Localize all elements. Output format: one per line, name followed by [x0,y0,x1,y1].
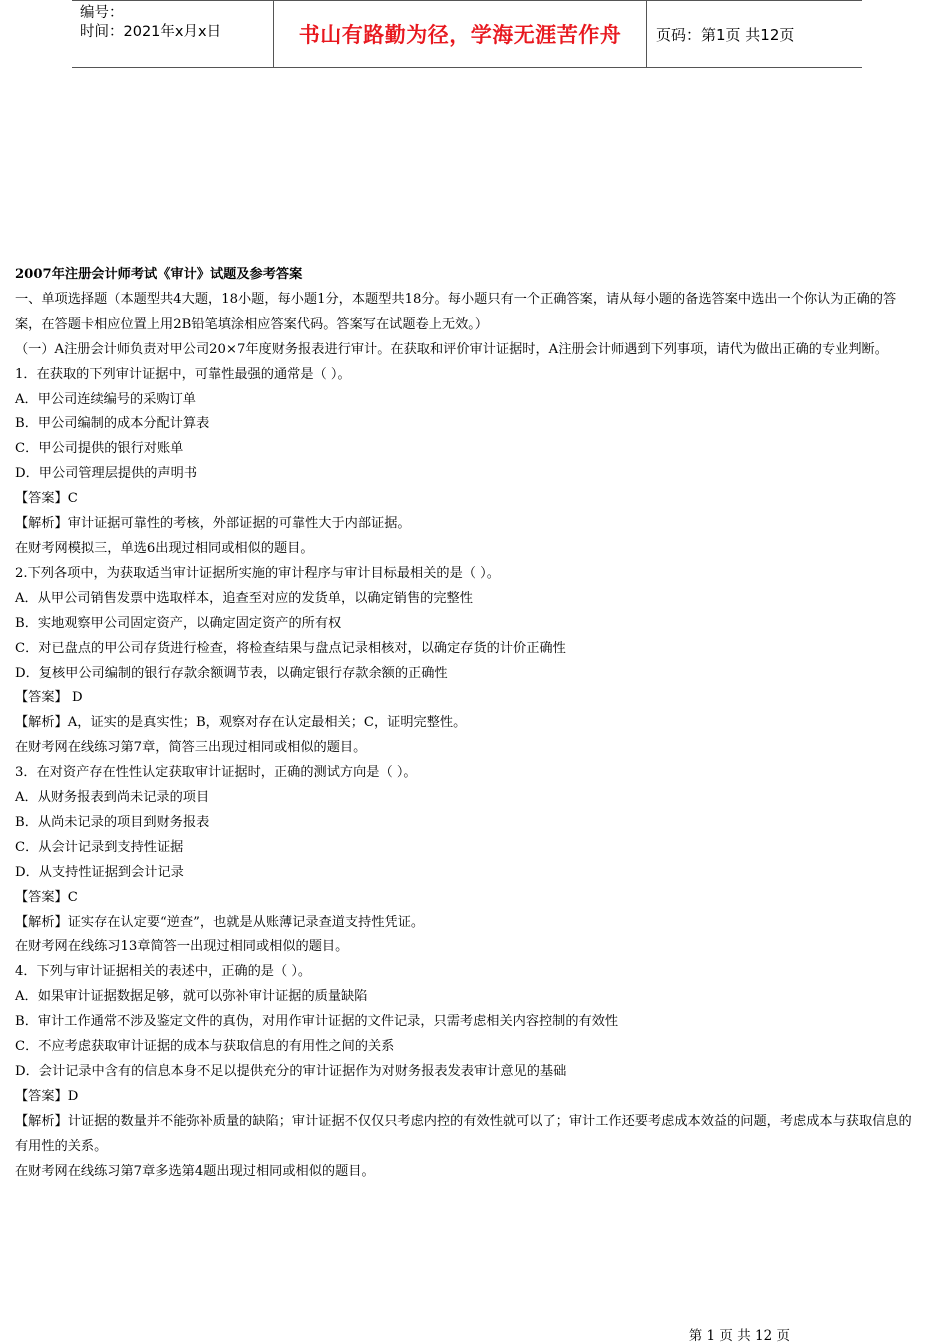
body-paragraph: 【解析】证实存在认定要“逆查”，也就是从账薄记录查道支持性凭证。 [15,914,425,930]
body-paragraph: （一）A注册会计师负责对甲公司20×7年度财务报表进行审计。在获取和评价审计证据时，A注册会计师遇到下列事项，请代为做出正确的专业判断。 [15,341,888,357]
document-body [15,263,920,1185]
body-paragraph: 2.下列各项中，为获取适当审计证据所实施的审计程序与审计目标最相关的是（ ）。 [15,565,500,581]
body-paragraph: 一、单项选择题（本题型共4大题，18小题，每小题1分，本题型共18分。每小题只有一个正确答案，请从每小题的备选答案中选出一个你认为正确的答案，在答题卡相应位置上用2B铅笔填涂相应答案代码。答案写在试题卷上无效。） [15,291,897,332]
body-paragraph: B．实地观察甲公司固定资产，以确定固定资产的所有权 [15,615,342,631]
body-paragraph: C．对已盘点的甲公司存货进行检查，将检查结果与盘点记录相核对，以确定存货的计价正确性 [15,640,566,656]
body-paragraph: A．甲公司连续编号的采购订单 [15,391,196,407]
body-paragraph: D．复核甲公司编制的银行存款余额调节表，以确定银行存款余额的正确性 [15,665,448,681]
body-paragraph: 【解析】审计证据可靠性的考核，外部证据的可靠性大于内部证据。 [15,516,411,532]
header-page-info: 页码：第1页 共12页 [656,25,795,44]
body-paragraph: D．会计记录中含有的信息本身不足以提供充分的审计证据作为对财务报表发表审计意见的基础 [15,1064,567,1079]
body-paragraph: D．从支持性证据到会计记录 [15,864,184,880]
header-motto: 书山有路勤为径，学海无涯苦作舟 [273,1,647,67]
body-paragraph: C．不应考虑获取审计证据的成本与获取信息的有用性之间的关系 [15,1039,395,1055]
body-paragraph: 4．下列与审计证据相关的表述中，正确的是（ ）。 [15,964,312,980]
page-footer: 第 1 页 共 12 页 [688,1328,790,1344]
body-paragraph: B．审计工作通常不涉及鉴定文件的真伪，对用作审计证据的文件记录，只需考虑相关内容控制的有效性 [15,1014,619,1030]
body-paragraph: 【答案】 D [15,690,83,706]
body-paragraph: 【答案】D [15,1088,79,1104]
body-paragraph: C．从会计记录到支持性证据 [15,839,184,855]
time-label: 时间：2021年x月x日 [80,24,222,40]
body-paragraph: 1．在获取的下列审计证据中，可靠性最强的通常是（ ）。 [15,366,351,382]
number-label: 编号： [80,5,124,21]
body-paragraph: B．甲公司编制的成本分配计算表 [15,416,210,432]
body-paragraph: 在财考网在线练习第7章，简答三出现过相同或相似的题目。 [15,740,367,756]
body-paragraph: 3．在对资产存在性性认定获取审计证据时，正确的测试方向是（ ）。 [15,765,417,781]
page-header [72,0,862,68]
body-paragraph: C．甲公司提供的银行对账单 [15,441,184,457]
body-paragraph: A．如果审计证据数据足够，就可以弥补审计证据的质量缺陷 [15,989,368,1005]
body-paragraph: A．从财务报表到尚未记录的项目 [15,790,210,806]
body-paragraph: 【解析】A，证实的是真实性；B，观察对存在认定最相关；C，证明完整性。 [15,715,467,731]
header-meta [72,1,273,67]
body-paragraph: 在财考网在线练习13章简答一出现过相同或相似的题目。 [15,939,349,955]
body-paragraph: 【解析】计证据的数量并不能弥补质量的缺陷；审计证据不仅仅只考虑内控的有效性就可以了；审计工作还要考虑成本效益的问题，考虑成本与获取信息的有用性的关系。 [15,1113,912,1154]
body-paragraph: 【答案】C [15,491,78,507]
body-paragraph: 在财考网模拟三，单选6出现过相同或相似的题目。 [15,540,314,556]
body-paragraph: B．从尚未记录的项目到财务报表 [15,814,210,830]
document-title: 2007年注册会计师考试《审计》试题及参考答案 [15,267,303,282]
body-paragraph: A．从甲公司销售发票中选取样本，追查至对应的发货单，以确定销售的完整性 [15,590,473,606]
body-paragraph: 【答案】C [15,889,78,905]
body-paragraph: 在财考网在线练习第7章多选第4题出现过相同或相似的题目。 [15,1163,375,1179]
body-paragraph: D．甲公司管理层提供的声明书 [15,466,198,482]
